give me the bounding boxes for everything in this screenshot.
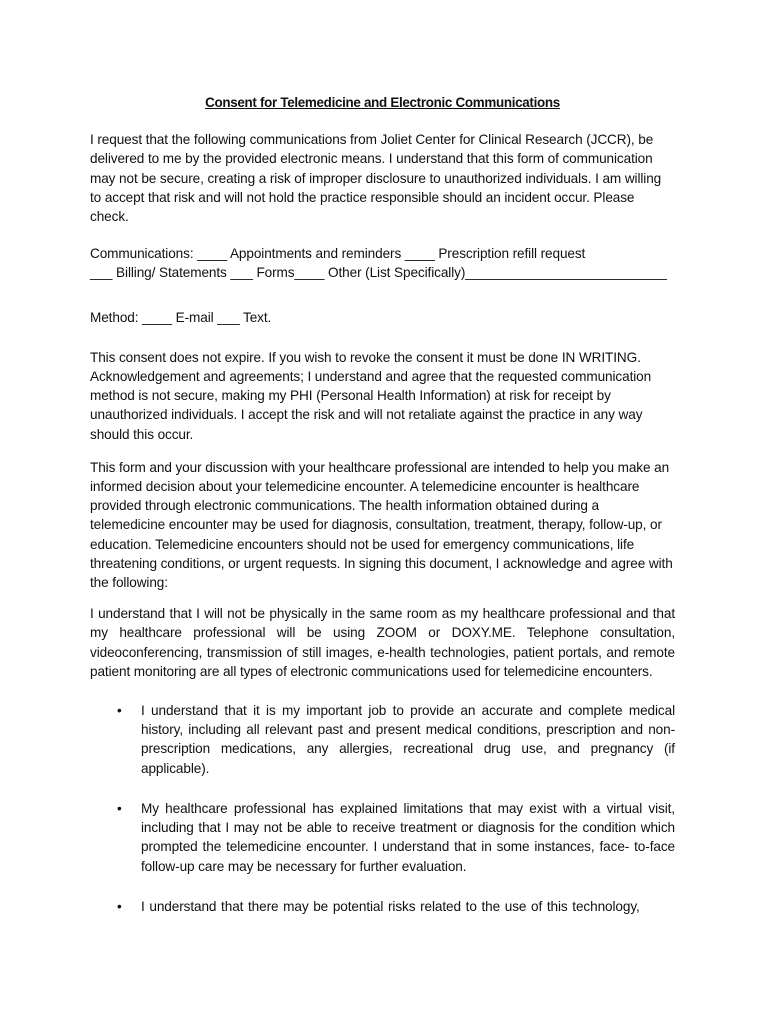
consent-form <box>90 93 675 937</box>
intro-paragraph: I request that the following communications from Joliet Center for Clinical Research (JCCR), be delivered to me by the provided electronic means. I understand that this form of communication may not be secure, creating a risk of improper disclosure to unauthorized individuals. I am willing to accept that risk and will not hold the practice responsible should an incident occur. Please check. <box>90 132 662 225</box>
list-item <box>90 799 675 876</box>
list-item-text: I understand that it is my important job to provide an accurate and complete medical history, including all relevant past and present medical conditions, prescription and non-prescription medications, any allergies, recreational drug use, and pregnancy (if applicable). <box>141 703 675 776</box>
form-purpose-paragraph: This form and your discussion with your healthcare professional are intended to help you make an informed decision about your telemedicine encounter. A telemedicine encounter is healthcare provided through electronic communications. The health information obtained during a telemedicine encounter may be used for diagnosis, consultation, treatment, therapy, follow-up, or education. Telemedicine encounters should not be used for emergency communications, life threatening conditions, or urgent requests. In signing this document, I acknowledge and agree with the following: <box>90 459 673 591</box>
communications-line-1: Communications: ____ Appointments and reminders ____ Prescription refill request <box>90 246 586 262</box>
bullet-icon: • <box>117 898 122 914</box>
list-item <box>90 701 675 778</box>
communications-line-2: ___ Billing/ Statements ___ Forms____ Other (List Specifically)___________________________ <box>90 265 667 281</box>
consent-expiry-paragraph: This consent does not expire. If you wish to revoke the consent it must be done IN WRITING. Acknowledgement and agreements; I understand and agree that the requested communication method is not secure, making my PHI (Personal Health Information) at risk for receipt by unauthorized individuals. I accept the risk and will not retaliate against the practice in any way should this occur. <box>90 349 652 442</box>
page-title: Consent for Telemedicine and Electronic Communications <box>205 95 560 110</box>
list-item <box>90 897 675 916</box>
method-line: Method: ____ E-mail ___ Text. <box>90 309 272 325</box>
bullet-icon: • <box>117 800 122 816</box>
list-item-text: My healthcare professional has explained limitations that may exist with a virtual visit, including that I may not be able to receive treatment or diagnosis for the condition which prompted the telemedicine encounter. I understand that in some instances, face- to-face follow-up care may be necessary for further evaluation. <box>141 800 675 874</box>
bullet-icon: • <box>117 703 122 719</box>
communications-options <box>90 244 675 282</box>
list-item-text: I understand that there may be potential risks related to the use of this technology, <box>141 898 640 914</box>
physical-room-paragraph: I understand that I will not be physically in the same room as my healthcare professional and that my healthcare professional will be using ZOOM or DOXY.ME. Telephone consultation, videoconferencing, transmission of still images, e-health technologies, patient portals, and remote patient monitoring are all types of electronic communications used for telemedicine encounters. <box>90 606 675 679</box>
acknowledgement-list <box>90 701 675 916</box>
